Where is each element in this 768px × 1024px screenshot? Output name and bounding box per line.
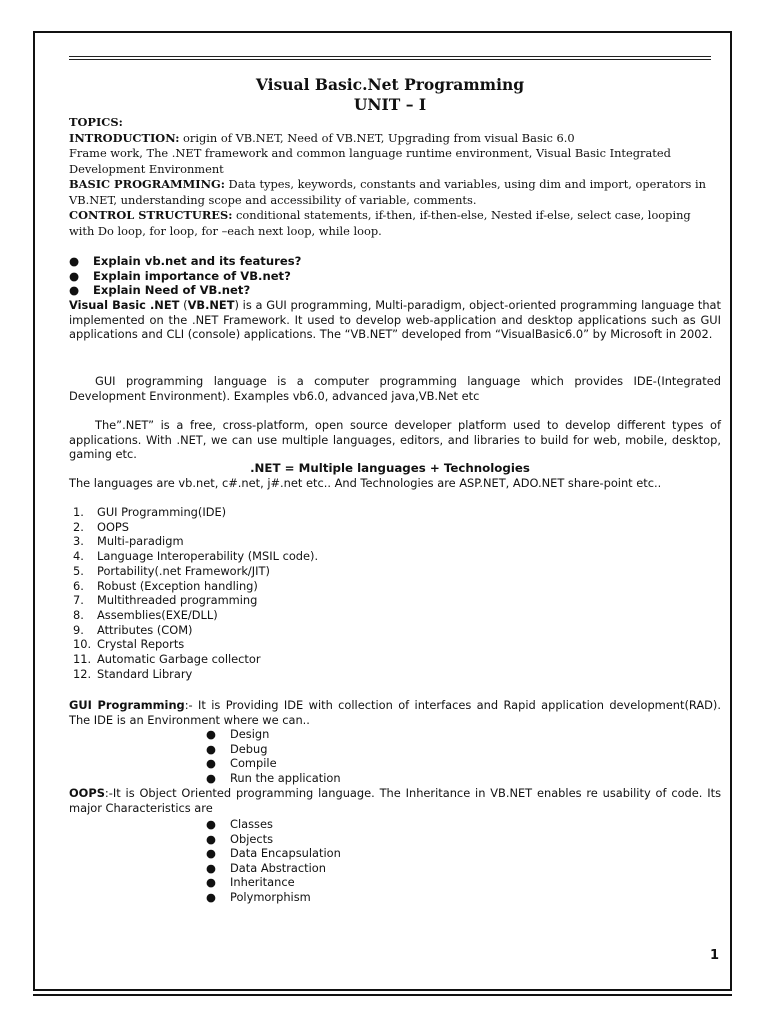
list-item: ● Run the application: [206, 770, 341, 785]
list-item: 5. Portability(.net Framework/JIT): [73, 563, 270, 578]
list-item: 8. Assemblies(EXE/DLL): [73, 607, 218, 622]
topics-block: [69, 115, 711, 239]
bullet-icon: ●: [206, 875, 216, 890]
bullet-icon: ●: [206, 741, 216, 756]
bullet-icon: ●: [206, 831, 216, 846]
paragraph-oops: OOPS:-It is Object Oriented programming language. The Inheritance in VB.NET enables re usability of code. Its major Characteristics are: [69, 786, 721, 815]
bullet-icon: ●: [69, 283, 80, 298]
list-item: ● Debug: [206, 741, 268, 756]
list-item: 11. Automatic Garbage collector: [73, 652, 261, 667]
list-item: 4. Language Interoperability (MSIL code).: [73, 549, 319, 564]
bullet-icon: ●: [206, 817, 216, 831]
list-item: 6. Robust (Exception handling): [73, 578, 258, 593]
paragraph-dotnet: The”.NET” is a free, cross-platform, open source developer platform used to develop different types of applications. With .NET, we can use multiple languages, editors, and libraries to build for web, mobile, desktop, gaming etc.: [69, 418, 721, 462]
list-item: 10. Crystal Reports: [73, 637, 185, 652]
bullet-icon: ●: [206, 860, 216, 875]
intro-text-2: Frame work, The .NET framework and common language runtime environment, Visual Basic Integrated Development Environment: [69, 146, 671, 176]
list-item: ● Objects: [206, 831, 274, 846]
list-item: 2. OOPS: [73, 519, 130, 534]
question-item: ● Explain Need of VB.net?: [69, 283, 251, 298]
list-item: 9. Attributes (COM): [73, 622, 193, 637]
list-item: 7. Multithreaded programming: [73, 593, 258, 608]
paragraph-vbnet-intro: Visual Basic .NET (VB.NET) is a GUI programming, Multi-paradigm, object-oriented programming language that implemented on the .NET Framework. It used to develop web-application and desktop applications such as GUI applications and CLI (console) applications. The “VB.NET” developed from “VisualBasic6.0” by Microsoft in 2002.: [69, 298, 721, 342]
bullet-icon: ●: [69, 268, 80, 283]
bullet-icon: ●: [206, 727, 216, 741]
unit-heading: UNIT – I: [353, 95, 427, 114]
net-heading: .NET = Multiple languages + Technologies: [250, 461, 530, 475]
list-item: ● Data Encapsulation: [206, 846, 341, 861]
topics-heading: TOPICS:: [69, 115, 123, 129]
question-list: [69, 254, 711, 298]
list-item: ● Design: [206, 727, 270, 741]
gui-steps-list: [206, 727, 341, 785]
paragraph-languages: The languages are vb.net, c#.net, j#.net etc.. And Technologies are ASP.NET, ADO.NET share-point etc..: [69, 476, 662, 490]
control-text: conditional statements, if-then, if-then-else, Nested if-else, select case, looping with Do loop, for loop, for –each next loop, while loop.: [69, 208, 691, 238]
list-item: 3. Multi-paradigm: [73, 534, 184, 549]
question-item: ● Explain vb.net and its features?: [69, 254, 302, 268]
header-rule-top: [69, 56, 711, 57]
list-item: ● Polymorphism: [206, 889, 311, 904]
page-number: 1: [710, 948, 720, 963]
document-title: Visual Basic.Net Programming: [255, 75, 525, 94]
paragraph-gui-language: GUI programming language is a computer programming language which provides IDE-(Integrated Development Environment). Examples vb6.0, advanced java,VB.Net etc: [69, 374, 721, 403]
list-item: ● Compile: [206, 756, 277, 771]
basic-label: BASIC PROGRAMMING:: [69, 177, 225, 191]
list-item: ● Data Abstraction: [206, 860, 326, 875]
control-label: CONTROL STRUCTURES:: [69, 208, 233, 222]
intro-text: origin of VB.NET, Need of VB.NET, Upgrading from visual Basic 6.0: [179, 130, 575, 145]
bullet-icon: ●: [206, 846, 216, 861]
bullet-icon: ●: [206, 889, 216, 904]
list-item: 1. GUI Programming(IDE): [73, 505, 227, 519]
oops-characteristics-list: [206, 817, 341, 905]
features-list: [73, 505, 318, 681]
bullet-icon: ●: [206, 756, 216, 771]
question-item: ● Explain importance of VB.net?: [69, 268, 291, 283]
basic-text: Data types, keywords, constants and variables, using dim and import, operators in VB.NET, understanding scope and accessibility of variable, comments.: [69, 177, 706, 207]
page-border-bottom-rule: [33, 994, 732, 996]
intro-label: INTRODUCTION:: [69, 130, 180, 145]
bullet-icon: ●: [69, 254, 80, 268]
list-item: ● Classes: [206, 817, 273, 831]
paragraph-gui-programming: GUI Programming:- It is Providing IDE with collection of interfaces and Rapid application development(RAD). The IDE is an Environment where we can..: [69, 698, 721, 727]
header-rule-bottom: [69, 59, 711, 60]
bullet-icon: ●: [206, 770, 216, 785]
list-item: ● Inheritance: [206, 875, 295, 890]
list-item: 12. Standard Library: [73, 666, 193, 681]
